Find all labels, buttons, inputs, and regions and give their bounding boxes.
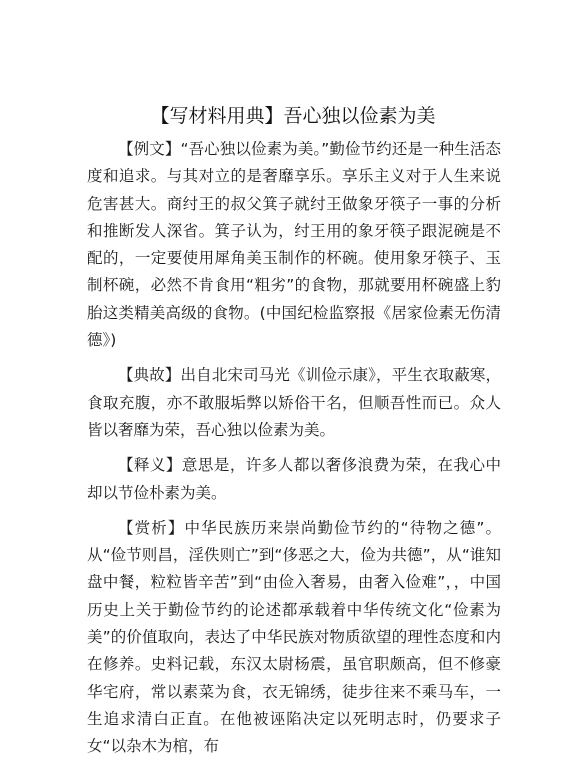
paragraph-appreciation [87,515,501,761]
paragraph-tag: 【释义】 [118,456,182,475]
paragraph-tag: 【典故】 [118,366,181,385]
paragraph-example [87,136,501,354]
paragraph-text: “吾心独以俭素为美。”勤俭节约还是一种生活态度和追求。与其对立的是奢靡享乐。享乐主义对于人生来说危害甚大。商纣王的叔父箕子就纣王做象牙筷子一事的分析和推断发人深省。箕子认为，纣王用的象牙筷子跟泥碗是不配的，一定要使用犀角美玉制作的杯碗。使用象牙筷子、玉制杯碗，必然不肯食用“粗劣”的食物，那就要用杯碗盛上豹胎这类精美高级的食物。(中国纪检监察报《居家俭素无伤清德》) [87,140,501,350]
paragraph-interpretation [87,452,501,507]
document-body [87,136,501,769]
document-title: 【写材料用典】吾心独以俭素为美 [150,105,436,127]
paragraph-tag: 【例文】 [118,140,181,158]
paragraph-text: 出自北宋司马光《训俭示康》，平生衣取蔽寒，食取充腹，亦不敢服垢弊以矫俗干名，但顺吾性而已。众人皆以奢靡为荣，吾心独以俭素为美。 [87,366,501,439]
paragraph-text: 意思是，许多人都以奢侈浪费为荣，在我心中却以节俭朴素为美。 [87,456,501,502]
paragraph-text: 中华民族历来崇尚勤俭节约的“待物之德”。从“俭节则昌，淫佚则亡”到“侈恶之大，俭为共德”，从“谁知盘中餐，粒粒皆辛苦”到“由俭入奢易，由奢入俭难”，，中国历史上关于勤俭节约的论述都承载着中华传统文化“俭素为美”的价值取向，表达了中华民族对物质欲望的理性态度和内在修养。史料记载，东汉太尉杨震，虽官职颇高，但不修豪华宅府，常以素菜为食，衣无锦绣，徒步往来不乘马车，一生追求清白正直。在他被诬陷决定以死明志时，仍要求子女“以杂木为棺，布 [87,518,501,756]
paragraph-allusion [87,362,501,444]
paragraph-tag: 【赏析】 [118,518,185,537]
